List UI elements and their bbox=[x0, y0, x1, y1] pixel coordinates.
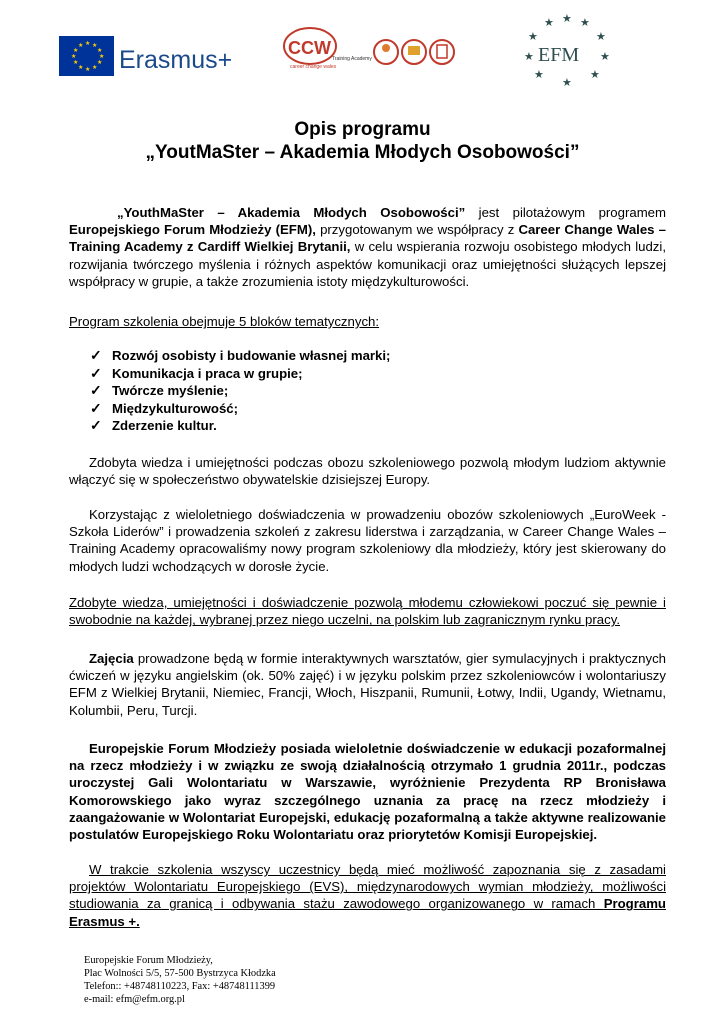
program-name: „YouthMaSter – Akademia Młodych Osobowości” bbox=[117, 205, 466, 220]
svg-text:★: ★ bbox=[580, 17, 590, 29]
check-icon: ✓ bbox=[90, 364, 102, 381]
footer-org: Europejskie Forum Młodzieży, bbox=[84, 955, 213, 966]
svg-text:★: ★ bbox=[92, 65, 98, 71]
ccw-text: CCW bbox=[288, 38, 331, 58]
page-title bbox=[0, 118, 725, 164]
training-icons bbox=[372, 32, 472, 72]
knowledge-paragraph: Zdobyta wiedza i umiejętności podczas obozu szkoleniowego pozwolą młodym ludziom aktywnie włączyć się w społeczeństwo obywatelskie dzisiejszej Europy. bbox=[69, 455, 666, 488]
list-item: ✓ Twórcze myślenie; bbox=[90, 382, 229, 399]
footer-email: e-mail: efm@efm.org.pl bbox=[84, 994, 185, 1005]
svg-text:Training Academy: Training Academy bbox=[332, 56, 372, 62]
footer-contact bbox=[84, 954, 276, 1006]
svg-text:★: ★ bbox=[97, 48, 103, 54]
svg-text:★: ★ bbox=[97, 60, 103, 66]
erasmus-logo bbox=[59, 36, 247, 80]
erasmus-wordmark: Erasmus+ bbox=[119, 46, 233, 74]
efm-text: EFM bbox=[538, 44, 580, 66]
title-line-1: Opis programu bbox=[294, 119, 431, 140]
svg-text:★: ★ bbox=[596, 31, 606, 43]
svg-text:★: ★ bbox=[524, 51, 534, 63]
svg-text:★: ★ bbox=[71, 54, 77, 60]
svg-text:★: ★ bbox=[528, 31, 538, 43]
svg-text:★: ★ bbox=[544, 17, 554, 29]
svg-text:★: ★ bbox=[600, 51, 610, 63]
efm-logo bbox=[516, 14, 616, 94]
footer-phone: Telefon:: +48748110223, Fax: +48748111399 bbox=[84, 981, 276, 992]
check-icon: ✓ bbox=[90, 347, 102, 363]
svg-text:★: ★ bbox=[73, 48, 79, 54]
topic-list bbox=[90, 347, 390, 435]
svg-text:★: ★ bbox=[78, 43, 84, 49]
svg-text:★: ★ bbox=[562, 13, 572, 25]
title-line-2: „YoutMaSter – Akademia Młodych Osobowości” bbox=[145, 142, 580, 163]
experience-paragraph: Korzystając z wieloletniego doświadczenia w prowadzeniu obozów szkoleniowych „EuroWeek - Szkoła Liderów” i prowadzenia szkoleń z zakresu liderstwa i zarządzania, w Career Change Wales – Training Academy opracowaliśmy nowy program szkoleniowy dla młodzieży, który jest skierowany do młodych ludzi wchodzących w dorosłe życie. bbox=[69, 507, 666, 574]
list-item: ✓ Zderzenie kultur. bbox=[90, 417, 217, 434]
check-icon: ✓ bbox=[90, 399, 102, 416]
check-icon: ✓ bbox=[90, 382, 102, 399]
header-logos bbox=[0, 13, 725, 89]
svg-text:★: ★ bbox=[73, 60, 79, 66]
check-icon: ✓ bbox=[90, 417, 102, 434]
intro-paragraph: „YouthMaSter – Akademia Młodych Osobowości” jest pilotażowym programem Europejskiego Forum Młodzieży (EFM), przygotowanym we współpracy z Career Change Wales – Training Academy z Cardiff Wielkiej Brytanii, w celu wspierania rozwoju osobistego młodych ludzi, rozwijania twórczego myślenia i różnych aspektów komunikacji oraz umiejętności służących lepszej współpracy w grupie, a także zrozumienia istoty międzykulturowości. bbox=[69, 205, 667, 289]
outcome-paragraph: Zdobyte wiedza, umiejętności i doświadczenie pozwolą młodemu człowiekowi poczuć się pewnie i swobodnie na każdej, wybranej przez niego uczelni, na polskim lub zagranicznym rynku pracy. bbox=[69, 595, 666, 628]
svg-text:★: ★ bbox=[92, 43, 98, 49]
svg-text:★: ★ bbox=[590, 69, 600, 81]
list-item: ✓ Międzykulturowość; bbox=[90, 399, 239, 416]
ccw-logo bbox=[282, 24, 372, 84]
svg-text:★: ★ bbox=[562, 77, 572, 89]
svg-text:★: ★ bbox=[99, 54, 105, 60]
classes-paragraph: Zajęcia prowadzone będą w formie interaktywnych warsztatów, gier symulacyjnych i praktycznych ćwiczeń w języku angielskim (ok. 50% zajęć) i w języku polskim przez szkoleniowców i wolontariuszy EFM z Wielkiej Brytanii, Niemiec, Francji, Włoch, Hiszpanii, Rumunii, Łotwy, Indii, Ugandy, Wietnamu, Kolumbii, Peru, Turcji. bbox=[69, 651, 666, 718]
svg-text:★: ★ bbox=[78, 65, 84, 71]
efm-paragraph: Europejskie Forum Młodzieży posiada wieloletnie doświadczenie w edukacji pozaformalnej na rzecz młodzieży i w związku ze swoją działalnością otrzymało 1 grudnia 2011r., podczas uroczystej Gali Wolontariatu w Warszawie, wyróżnienie Prezydenta RP Bronisława Komorowskiego jako wyraz szczególnego uznania za pracę na rzecz młodzieży i zaangażowanie w Wolontariat Europejski, edukację pozaformalną a także aktywne realizowanie postulatów Europejskiego Roku Wolontariatu oraz priorytetów Komisji Europejskiej. bbox=[69, 741, 666, 843]
program-heading: Program szkolenia obejmuje 5 bloków tematycznych: bbox=[69, 314, 380, 329]
svg-text:career change wales: career change wales bbox=[290, 64, 337, 70]
list-item: ✓ Komunikacja i praca w grupie; bbox=[90, 364, 303, 381]
list-item: ✓ Rozwój osobisty i budowanie własnej marki; bbox=[90, 347, 391, 363]
svg-text:★: ★ bbox=[85, 41, 91, 47]
final-paragraph: W trakcie szkolenia wszyscy uczestnicy będą mieć możliwość zapoznania się z zasadami projektów Wolontariatu Europejskiego (EVS), międzynarodowych wymian młodzieży, możliwości studiowania za granicą i odbywania stażu zawodowego organizowanego w ramach Programu Erasmus +. bbox=[69, 862, 666, 929]
footer-address: Plac Wolności 5/5, 57-500 Bystrzyca Kłodzka bbox=[84, 968, 276, 979]
svg-text:★: ★ bbox=[85, 67, 91, 73]
svg-text:★: ★ bbox=[534, 69, 544, 81]
